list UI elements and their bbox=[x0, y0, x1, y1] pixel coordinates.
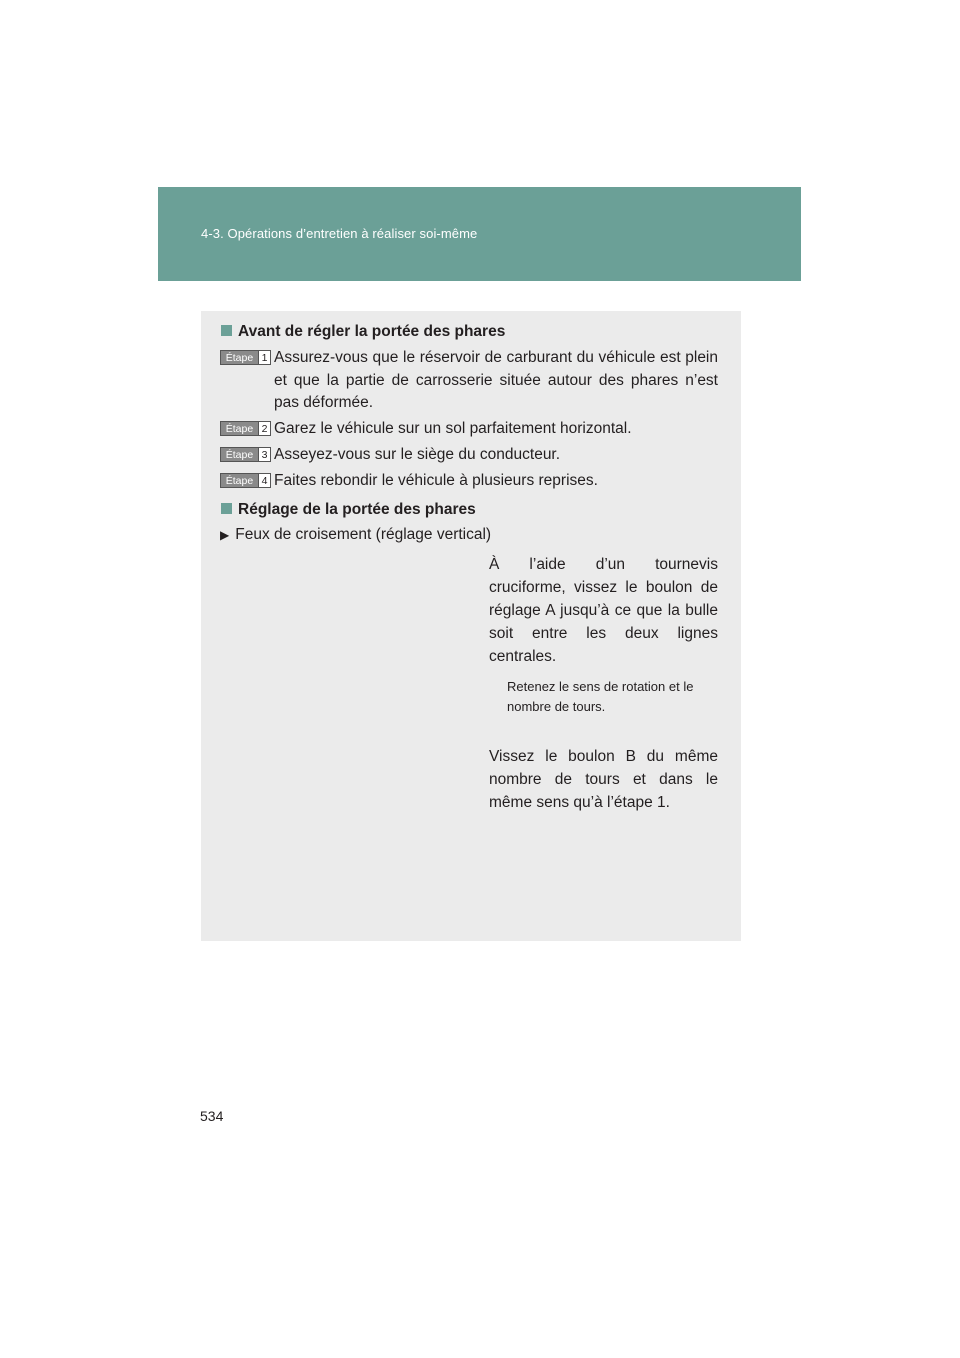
bullet-low-beam bbox=[220, 524, 491, 546]
step-badge: Étape 1 bbox=[220, 350, 271, 365]
step-text: Asseyez-vous sur le siège du conducteur. bbox=[274, 446, 561, 463]
section-heading-before-adjust bbox=[221, 322, 505, 342]
section-heading-adjust bbox=[221, 500, 476, 520]
step-text: Assurez-vous que le réservoir de carburant du véhicule est plein et que la partie de carrosserie située autour des phares n’est pas déformée. bbox=[274, 349, 718, 411]
chapter-header-band bbox=[158, 187, 801, 281]
bullet-text: Feux de croisement (réglage vertical) bbox=[235, 526, 492, 543]
content-panel bbox=[201, 311, 741, 941]
heading-text: Avant de régler la portée des phares bbox=[238, 323, 506, 340]
section-title: 4-3. Opérations d’entretien à réaliser soi-même bbox=[201, 226, 478, 241]
step-2 bbox=[220, 418, 738, 441]
square-bullet-icon bbox=[221, 325, 232, 336]
step-badge: Étape 4 bbox=[220, 473, 271, 488]
heading-text: Réglage de la portée des phares bbox=[238, 501, 476, 518]
instruction-paragraph-2: Vissez le boulon B du même nombre de tours et dans le même sens qu’à l’étape 1. bbox=[489, 748, 718, 811]
step-badge: Étape 2 bbox=[220, 421, 271, 436]
step-1 bbox=[220, 347, 738, 417]
step-text: Garez le véhicule sur un sol parfaitement horizontal. bbox=[274, 420, 632, 437]
step-text: Faites rebondir le véhicule à plusieurs reprises. bbox=[274, 472, 598, 489]
step-3 bbox=[220, 444, 738, 467]
step-4 bbox=[220, 470, 738, 493]
page-number: 534 bbox=[200, 1108, 224, 1124]
triangle-right-icon: ▶ bbox=[220, 528, 230, 542]
instruction-note: Retenez le sens de rotation et le nombre de tours. bbox=[507, 679, 694, 714]
instruction-paragraph-1: À l’aide d’un tournevis cruciforme, vissez le boulon de réglage A jusqu’à ce que la bulle soit entre les deux lignes centrales. bbox=[489, 556, 718, 665]
square-bullet-icon bbox=[221, 503, 232, 514]
step-badge: Étape 3 bbox=[220, 447, 271, 462]
